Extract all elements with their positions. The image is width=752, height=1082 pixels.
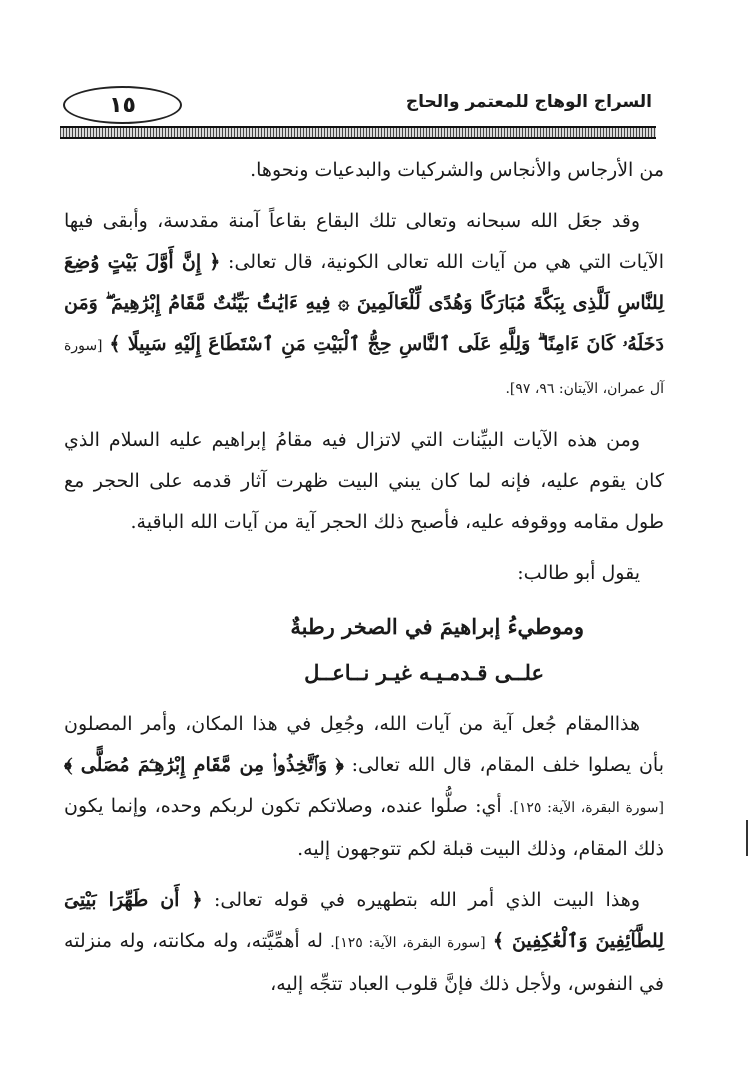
paragraph-text: يقول أبو طالب: [517,562,640,584]
paragraph [64,880,664,1005]
paragraph-text: له أهمِّيَّته، وله مكانته، وله منزلته في النفوس، ولأجل ذلك فإنَّ قلوب العباد تتجِّه إليه، [64,930,664,995]
page-number-oval [63,86,182,124]
paragraph-text: من الأرجاس والأنجاس والشركيات والبدعيات ونحوها. [250,159,664,181]
paragraph-text: وقد جعَل الله سبحانه وتعالى تلك البقاع بقاعاً آمنة مقدسة، وأبقى فيها الآيات التي هي من آيات الله تعالى الكونية، قال تعالى: [64,210,664,273]
verse-reference: [سورة البقرة، الآية: ١٢٥]. [330,935,486,951]
poem [64,604,664,696]
paragraph-text: أي: صلُّوا عنده، وصلاتكم تكون لربكم وحده، وإنما يكون ذلك المقام، وذلك البيت قبلة لكم تتوجهون إليه. [64,795,664,860]
paragraph-text: ومن هذه الآيات البيِّنات التي لاتزال فيه مقامُ إبراهيم عليه السلام الذي كان يقوم عليه، فإنه لما كان يبني البيت ظهرت آثار قدمه على الحجر مع طول مقامه ووقوفه عليه، فأصبح ذلك الحجر آية من آيات الله الباقية. [64,429,664,533]
poem-line: وموطيءُ إبراهيمَ في الصخر رطبةٌ [290,614,584,639]
header-divider [60,126,656,139]
quran-verse: ﴿ إِنَّ أَوَّلَ بَيْتٍ وُضِعَ لِلنَّاسِ لَلَّذِى بِبَكَّةَ مُبَارَكًا وَهُدًى لِّلْعَالَمِينَ ۞ فِيهِ ءَايَٰتٌۢ بَيِّنَٰتٌ مَّقَامُ إِبْرَٰهِيمَ ۖ وَمَن دَخَلَهُۥ كَانَ ءَامِنًا ۗ وَلِلَّهِ عَلَى ٱلنَّاسِ حِجُّ ٱلْبَيْتِ مَنِ ٱسْتَطَاعَ إِلَيْهِ سَبِيلًا ﴾ [64,251,664,355]
poem-line: علــى قـدمـيـه غيـر نــاعــل [304,660,544,685]
verse-reference: [سورة البقرة، الآية: ١٢٥]. [508,800,664,816]
page-number: ١٥ [109,92,136,118]
verse-reference: [سورة آل عمران، الآيتان: ٩٦، ٩٧]. [64,338,664,397]
running-title: السراج الوهاج للمعتمر والحاج [405,92,652,112]
page-header [60,78,656,126]
quran-verse: ﴿ أَن طَهِّرَا بَيْتِىَ لِلطَّآئِفِينَ وَٱلْعَٰكِفِينَ ﴾ [64,889,664,952]
paragraph-text: هذاالمقام جُعل آية من آيات الله، وجُعِل في هذا المكان، وأمر المصلون بأن يصلوا خلف المقام، قال الله تعالى: [64,713,664,776]
scan-edge-mark [746,820,748,856]
page-body [64,150,664,1015]
paragraph [64,420,664,543]
quran-verse: ﴿ وَٱتَّخِذُوا۟ مِن مَّقَامِ إِبْرَٰهِـۧمَ مُصَلًّى ﴾ [64,754,344,776]
paragraph [64,150,664,191]
paragraph [64,201,664,410]
paragraph [64,553,664,594]
paragraph-text: وهذا البيت الذي أمر الله بتطهيره في قوله تعالى: [214,889,640,911]
paragraph [64,704,664,870]
